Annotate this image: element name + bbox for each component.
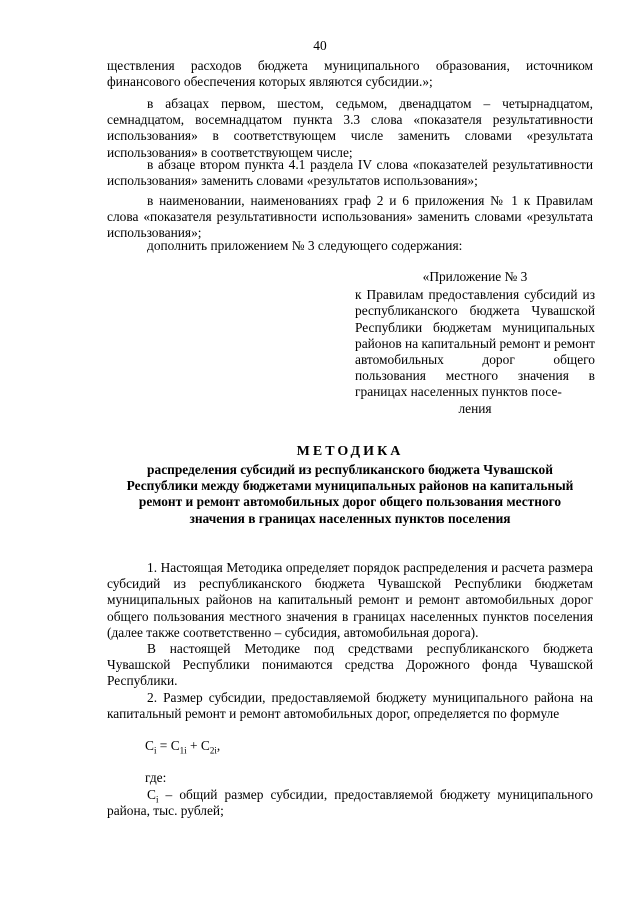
definition-symbol-sub: i <box>155 794 159 805</box>
paragraph-method-1: 1. Настоящая Методика определяет порядок распределения и расчета размера субсидий из республиканского бюджета Чувашской Республики бюджетам муниципальных районов на капитальный ремонт и ремонт автомобильных дорог общего пользования местного значения в границах населенных пунктов поселения (далее также соответственно – субсидия, автомобильная дорога). <box>107 560 593 640</box>
page-number: 40 <box>313 38 327 53</box>
formula-lhs-sub: i <box>153 745 157 756</box>
document-subtitle: распределения субсидий из республиканского бюджета Чувашской Республики между бюджетами муниципальных районов на капитальный ремонт и ремонт автомобильных дорог общего пользования местного значения в границах населенных пунктов поселения <box>126 462 574 526</box>
appendix-header <box>355 269 595 417</box>
formula-term-1: C <box>170 738 180 753</box>
formula-eq: = <box>156 738 171 753</box>
paragraph-amendment-4: дополнить приложением № 3 следующего содержания: <box>147 238 463 253</box>
formula-plus: + <box>186 738 201 753</box>
where-label: где: <box>145 770 167 785</box>
formula <box>145 738 220 754</box>
definition-text: – общий размер субсидии, предоставляемой бюджету муниципального района, тыс. рублей; <box>107 787 593 819</box>
appendix-heading: «Приложение № 3 <box>422 269 528 284</box>
appendix-tail: ления <box>458 400 492 416</box>
document-title: МЕТОДИКА <box>296 444 404 459</box>
formula-term-2-sub: 2i <box>209 745 217 756</box>
definition-symbol: C <box>147 787 156 802</box>
appendix-body: к Правилам предоставления субсидий из республиканского бюджета Чувашской Республики бюджетам муниципальных районов на капитальный ремонт и ремонт автомобильных дорог общего пользования местного значения в границах населенных пунктов посе- <box>355 287 595 400</box>
formula-term-2: C <box>200 738 210 753</box>
paragraph-definition <box>107 787 593 819</box>
paragraph-amendment-3: в наименовании, наименованиях граф 2 и 6 приложения № 1 к Правилам слова «показателя результативности использования» заменить словами «результата использования»; <box>107 193 593 241</box>
paragraph-method-3: 2. Размер субсидии, предоставляемой бюджету муниципального района на капитальный ремонт и ремонт автомобильных дорог, определяется по формуле <box>107 690 593 722</box>
paragraph-amendment-2: в абзаце втором пункта 4.1 раздела IV слова «показателей результативности использования» заменить словами «результатов использования»; <box>107 157 593 189</box>
paragraph-amendment-1: в абзацах первом, шестом, седьмом, двенадцатом – четырнадцатом, семнадцатом, восемнадцатом пункта 3.3 слова «показателя результативности использования» в соответствующем числе заменить словами «результата использования» в соответствующем числе; <box>107 96 593 160</box>
formula-end: , <box>216 738 221 753</box>
formula-term-1-sub: 1i <box>179 745 187 756</box>
paragraph-method-2: В настоящей Методике под средствами республиканского бюджета Чувашской Республики понимаются средства Дорожного фонда Чувашской Республики. <box>107 641 593 689</box>
formula-lhs: C <box>145 738 154 753</box>
paragraph-continuation: ществления расходов бюджета муниципального образования, источником финансового обеспечения которых являются субсидии.»; <box>107 58 593 90</box>
